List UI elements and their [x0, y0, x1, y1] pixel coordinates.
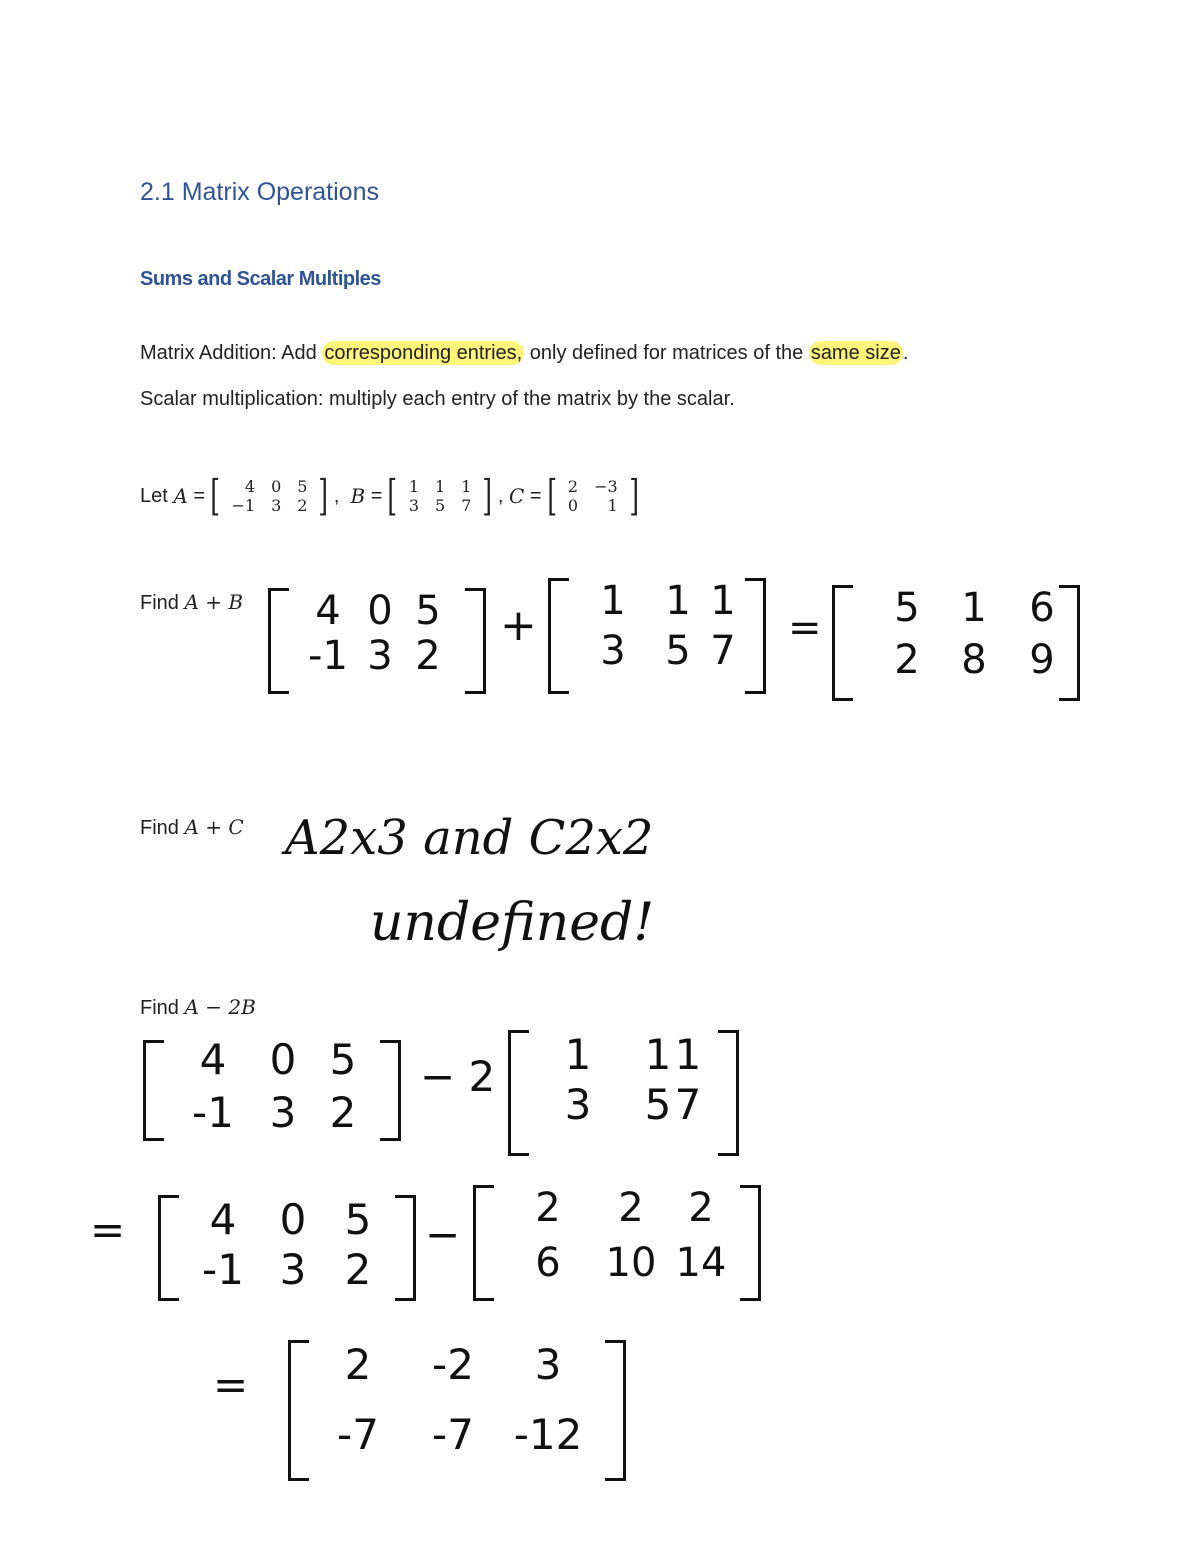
hw-step2-matrix-2b-entry: 2	[535, 1185, 561, 1231]
matrix-c-cell: −3	[594, 477, 618, 496]
equals-sign: =	[788, 605, 822, 651]
highlight-same-size: same size	[810, 342, 901, 364]
hw-step1-matrix-a-entry: 5	[329, 1035, 357, 1084]
matrix-c-cell: 0	[567, 496, 579, 515]
hw-matrix-sum-entry: 1	[961, 585, 987, 631]
matrix-definitions: Let A = [ 4 0 5 −1 3 2 ] , B = [ 1 1 1 3 5 7 ] , C = [ 2 −3 0 1 ]	[140, 475, 644, 517]
hw-step2-matrix-2b-entry: 2	[688, 1185, 714, 1231]
matrix-b-cell: 5	[435, 496, 446, 515]
hw-step1-matrix-b-entry: 5	[644, 1080, 672, 1129]
hw-matrix-a-entry: 5	[415, 588, 441, 634]
hw-matrix-sum-entry: 8	[961, 637, 987, 683]
highlight-corresponding-entries: corresponding entries,	[324, 342, 523, 364]
hw-step1-matrix-a-entry: 0	[269, 1035, 297, 1084]
matrix-a: [ 4 0 5 −1 3 2 ]	[210, 471, 329, 520]
hw-step2-matrix-2b-right-bracket	[740, 1185, 761, 1301]
hw-step2-matrix-2b-entry: 14	[675, 1240, 727, 1286]
matrix-a-cell: 5	[297, 477, 308, 496]
hw-step2-matrix-a-entry: 0	[279, 1195, 307, 1244]
hw-result-matrix-entry: 2	[344, 1340, 372, 1389]
matrix-b-cell: 7	[461, 496, 472, 515]
hw-result-matrix-entry: 3	[534, 1340, 562, 1389]
hw-step1-matrix-b-entry: 3	[564, 1080, 592, 1129]
hw-matrix-a-entry: 3	[367, 633, 393, 679]
handwritten-dimensions-note: A2x3 and C2x2	[285, 810, 654, 866]
hw-step2-matrix-a-left-bracket	[158, 1195, 179, 1301]
hw-step2-matrix-a-entry: 4	[209, 1195, 237, 1244]
matrix-a-cell: 4	[244, 477, 256, 496]
hw-matrix-b-entry: 1	[665, 578, 691, 624]
matrix-b-cell: 1	[461, 477, 472, 496]
find-a-plus-c-label: Find A + C	[140, 815, 244, 839]
hw-matrix-b-left-bracket	[548, 578, 569, 694]
hw-step2-matrix-2b-entry: 6	[535, 1240, 561, 1286]
hw-step2-matrix-2b-entry: 2	[618, 1185, 644, 1231]
page-title: 2.1 Matrix Operations	[140, 178, 379, 206]
matrix-b-cell: 1	[435, 477, 446, 496]
find-a-plus-b-label: Find A + B	[140, 590, 244, 614]
matrix-a-cell: 3	[271, 496, 282, 515]
equals-sign-3: =	[213, 1360, 249, 1409]
hw-step1-matrix-b-entry: 1	[644, 1030, 672, 1079]
hw-matrix-a-entry: 0	[367, 588, 393, 634]
matrix-a-cell: −1	[231, 496, 256, 515]
hw-matrix-b-entry: 1	[600, 578, 626, 624]
hw-step1-matrix-a-right-bracket	[380, 1040, 401, 1141]
hw-matrix-a-entry: -1	[308, 633, 348, 679]
plus-sign: +	[500, 600, 537, 651]
hw-matrix-a-entry: 2	[415, 633, 441, 679]
hw-matrix-sum-entry: 5	[894, 585, 920, 631]
hw-result-matrix-entry: -7	[337, 1410, 379, 1459]
hw-step2-matrix-a-entry: -1	[202, 1245, 244, 1294]
hw-step2-matrix-2b-left-bracket	[473, 1185, 494, 1301]
find-a-minus-2b-label: Find A − 2B	[140, 995, 256, 1019]
hw-step1-matrix-a-entry: -1	[192, 1088, 234, 1137]
hw-step1-matrix-a-entry: 3	[269, 1088, 297, 1137]
equals-sign-2: =	[90, 1205, 126, 1254]
hw-matrix-b-entry: 5	[665, 628, 691, 674]
hw-matrix-a-entry: 4	[315, 588, 341, 634]
matrix-c-cell: 2	[567, 477, 579, 496]
hw-matrix-sum-entry: 6	[1029, 585, 1055, 631]
hw-step1-matrix-a-left-bracket	[143, 1040, 164, 1141]
handwritten-undefined-note: undefined!	[370, 893, 655, 953]
matrix-b-cell: 1	[408, 477, 420, 496]
hw-step1-matrix-a-entry: 4	[199, 1035, 227, 1084]
hw-matrix-a-left-bracket	[268, 588, 289, 694]
hw-step1-matrix-a-entry: 2	[329, 1088, 357, 1137]
hw-matrix-a-right-bracket	[465, 588, 486, 694]
matrix-b-cell: 3	[408, 496, 420, 515]
hw-step2-matrix-2b-entry: 10	[605, 1240, 657, 1286]
hw-step2-matrix-a-entry: 2	[344, 1245, 372, 1294]
hw-result-matrix-right-bracket	[605, 1340, 626, 1481]
matrix-c: [ 2 −3 0 1 ]	[546, 471, 639, 520]
matrix-a-cell: 2	[297, 496, 308, 515]
scalar-multiplication-definition: Scalar multiplication: multiply each entry of the matrix by the scalar.	[140, 388, 735, 410]
hw-step1-matrix-b-left-bracket	[508, 1030, 529, 1156]
hw-matrix-b-entry: 7	[710, 628, 736, 674]
hw-step1-matrix-b-entry: 1	[564, 1030, 592, 1079]
hw-matrix-sum-entry: 2	[894, 637, 920, 683]
minus-two: − 2	[420, 1052, 496, 1101]
hw-result-matrix-entry: -2	[432, 1340, 474, 1389]
hw-matrix-sum-entry: 9	[1029, 637, 1055, 683]
matrix-addition-definition: Matrix Addition: Add corresponding entries, only defined for matrices of the same size .	[140, 342, 909, 364]
hw-matrix-b-entry: 1	[710, 578, 736, 624]
matrix-c-cell: 1	[607, 496, 618, 515]
hw-step1-matrix-b-entry: 1	[674, 1030, 702, 1079]
hw-matrix-b-entry: 3	[600, 628, 626, 674]
hw-result-matrix-entry: -12	[513, 1410, 583, 1459]
matrix-b: [ 1 1 1 3 5 7 ]	[387, 471, 493, 520]
hw-matrix-sum-left-bracket	[832, 585, 853, 701]
hw-result-matrix-left-bracket	[288, 1340, 309, 1481]
minus-sign: −	[425, 1210, 461, 1259]
hw-result-matrix-entry: -7	[432, 1410, 474, 1459]
hw-step2-matrix-a-right-bracket	[395, 1195, 416, 1301]
hw-step2-matrix-a-entry: 3	[279, 1245, 307, 1294]
hw-step2-matrix-a-entry: 5	[344, 1195, 372, 1244]
hw-step1-matrix-b-entry: 7	[674, 1080, 702, 1129]
matrix-a-cell: 0	[271, 477, 282, 496]
section-heading: Sums and Scalar Multiples	[140, 268, 381, 290]
